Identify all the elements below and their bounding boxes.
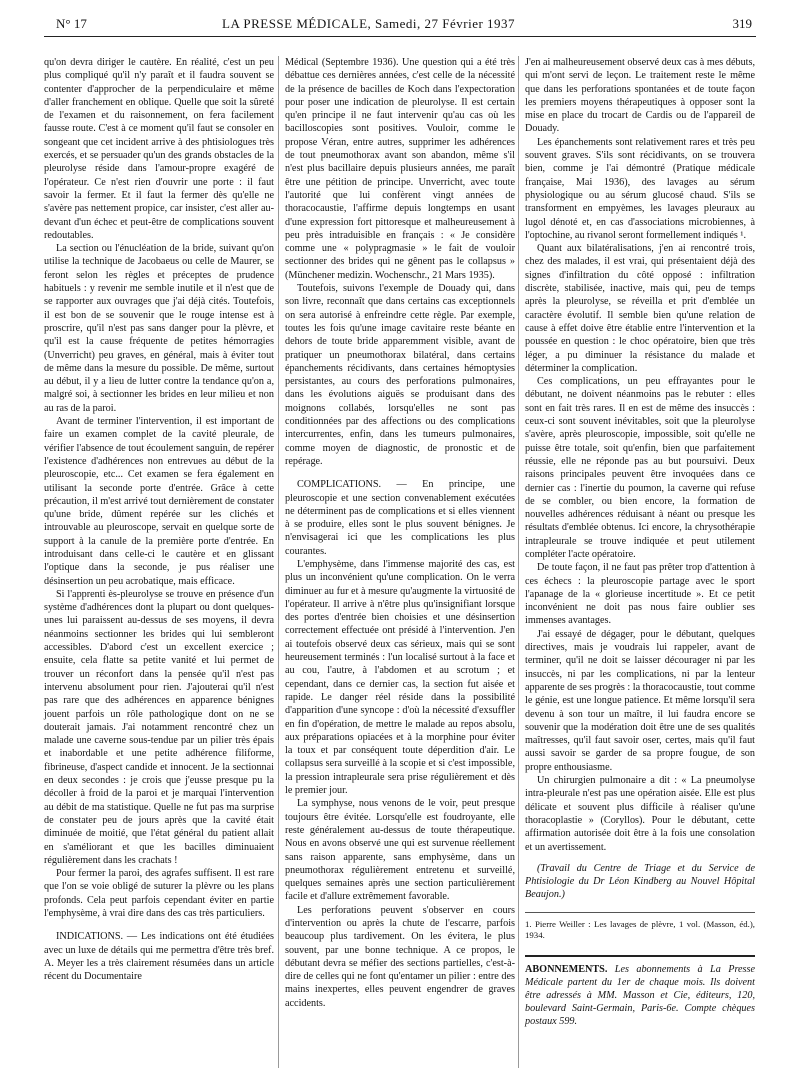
paragraph: La section ou l'énucléation de la bride, suivant qu'on utilise la technique de Jacobaeus ou celle de Maurer, se feront selon les règles et préceptes de prudence habituels : y revenir me semble inutile et il n'est que de se rapporter aux ouvrages que j'ai déjà cités. Toutefois, il est bon de se souvenir que le rouge intense est à proscrire, qu'il n'est pas sans danger pour la plèvre, et qu'il est la cause fréquente de petites hémorragies (Unverricht) peu graves, en général, mais à éviter tout de même dans la mesure du possible. De même, surtout au début, il y a lieu de lutter contre la tendance qu'on a, malgré soi, à sectionner les brides en leur milieu et non au ras de la paroi. (44, 243, 274, 414)
issue-number: N° 17 (56, 16, 87, 31)
paragraph: COMPLICATIONS. — En principe, une pleuroscopie et une section convenablement exécutées ne déterminent pas de complications et si elles viennent à se produire, elles sont le plus souvent bénignes. Je n'envisagerai ici que les complications les plus courantes. (285, 479, 515, 557)
page-header (44, 12, 756, 37)
paragraph: J'ai essayé de dégager, pour le débutant, quelques directives, mais je voudrais lui rappeler, avant de terminer, qu'il ne doit se laisser décourager ni par les insuccès, ni par les complications, ni par la lenteur apparente de ses progrès : la thoracocaustie, tout comme le génie, est une longue patience. Et même lorsqu'il sera devenu à son tour un maître, il lui faudra encore se souvenir que la modération doit être une de ses qualités maîtresses, qu'il faut savoir oser, certes, mais qu'il faut aussi savoir se garder de sa propre fougue, de son propre enthousiasme. (525, 628, 755, 773)
subscription-notice (525, 955, 755, 1028)
paragraph: Médical (Septembre 1936). Une question qui a été très débattue ces dernières années, c'est celle de la nécessité de la présence de bacilles de Koch dans l'expectoration pour poser une indication de pleurolyse. Il est certain qu'en principe il ne faut intervenir qu'au cas où les bacilloscopies sont positives. Vouloir, comme le propose Véran, entre autres, supprimer les adhérences de tout pneumothorax avant son abandon, même s'il n'est plus bacillaire depuis plusieurs années, me paraît être une pétition de principe. Unverricht, avec toute l'autorité que lui confèrent vingt années de thoracocaustie, l'affirme depuis longtemps en usant d'une expression fort pittoresque et malheureusement à peu près intraduisible en français : « Je considère comme une « polypragmasie » le fait de vouloir sectionner des brides qui ne gênent pas le collapsus » (Münchener medizin. Wochenschr., 21 Mars 1935). (285, 57, 515, 281)
paragraph: Si l'apprenti ès-pleurolyse se trouve en présence d'un système d'adhérences dont la plupart ou dont quelques-unes lui paraissent au-dessus de ses moyens, il devra néanmoins sectionner les brides qui lui sembleront accessibles. D'abord c'est un excellent exercice ; ensuite, cela flatte sa petite vanité et lui permet de trouver un réconfort dans la pensée qu'il n'est pas intervenu absolument pour rien. J'ajouterai qu'il n'est pas rare que des adhérences en apparence bénignes jouent parfois un rôle pathologique dont on ne se douterait jamais. J'ai notamment rencontré chez un malade une caverne sous-tendue par un pilier très épais et inabordable et une petite adhérence filiforme, fibrineuse, d'aspect candide et innocent. Je la sectionnai en deux secondes : je crois que j'eusse presque pu la décoller à froid de la paroi et je marquai l'intervention au débit de ma statistique. Quelle ne fut pas ma surprise de constater peu de jours après que la cavité était diminuée de moitié, que l'état général du patient allait en s'améliorant et que les bacilles diminuaient régulièrement dans les crachats ! (44, 588, 274, 866)
column-divider (518, 56, 519, 1068)
paragraph: Ces complications, un peu effrayantes pour le débutant, ne doivent néanmoins pas le rebuter : elles sont en fait très rares. Il en est de même des insuccès : ceux-ci sont souvent inévitables, soit que la pleurolyse s'avère, après pleuroscopie, impossible, soit qu'elle ne puisse être totale, soit qu'enfin, bien que parfaitement réussie, elle ne réponde pas au but poursuivi. Deux raisons principales peuvent être invoquées dans ce dernier cas : l'inertie du poumon, la caverne qui refuse de se combler, ou bien encore, la formation de nouvelles adhérences réduisant à néant ou presque les résultats d'emblée obtenus. Ici encore, la chrysothérapie intrapleurale se trouve indiquée et peut utilement compléter l'acte opératoire. (525, 376, 755, 560)
paragraph: Toutefois, suivons l'exemple de Douady qui, dans son livre, reconnaît que dans certains cas exceptionnels on sera autorisé à enfreindre cette règle. Par exemple, toutes les fois qu'une image cavitaire reste béante en dehors de toute bride apparemment visible, avant de pratiquer un pneumothorax bilatéral, dans certains épanchements récidivants, dans certaines hémoptysies persistantes, au cours des perforations pulmonaires, dans les évolutions aiguës se produisant dans des moignons collabés, lorsqu'elles ne sont pas conditionnées par des affections ou des complications intercurrentes, enfin, dans les tumeurs pulmonaires, comme moyen de diagnostic, de pronostic et de repérage. (285, 283, 515, 467)
column-3 (525, 56, 755, 1028)
paragraph: J'en ai malheureusement observé deux cas à mes débuts, qui m'ont servi de leçon. Le traitement reste le même que dans les perforations spontanées et de toute façon les premiers moyens thérapeutiques à opposer sont la mise en place du trocart de Cardis ou de l'appareil de Douady. (525, 57, 755, 135)
paragraph: INDICATIONS. — Les indications ont été étudiées avec un luxe de détails qui me permettra d'être très bref. A. Meyer les a très clairement résumées dans un article récent du Documentaire (44, 931, 274, 983)
paragraph: De toute façon, il ne faut pas prêter trop d'attention à ces échecs : la pleuroscopie partage avec le sport l'apanage de la « glorieuse incertitude ». Et ce petit inconvénient ne doit pas nous faire oublier ses immenses avantages. (525, 562, 755, 627)
paragraph: Les perforations peuvent s'observer en cours d'intervention ou après la chute de l'escarre, parfois beaucoup plus tardivement. On les évitera, le plus souvent, par une bonne technique. A ce propos, le débutant devra se méfier des sections partielles, c'est-à-dire de celles qui ne font qu'entamer un pilier : entre des mains inexpertes, elles peuvent engendrer de graves accidents. (285, 904, 515, 1009)
affiliation-note: (Travail du Centre de Triage et du Service de Phtisiologie du Dr Léon Kindberg au Nouvel Hôpital Beaujon.) (525, 862, 755, 901)
paragraph: Avant de terminer l'intervention, il est important de faire un examen complet de la cavité pleurale, de vérifier l'absence de tout écoulement sanguin, de repérer l'existence d'adhérences non entrevues au début de la pleuroscopie, etc... Cet examen se fera également en utilisant la seconde porte d'entrée. Grâce à cette précaution, il m'est arrivé tout dernièrement de constater qu'une bride, dûment repérée sur les clichés et introuvable au pleuroscope, servait en quelque sorte de support à la canule de la première porte d'entrée. En introduisant dans celle-ci le cautère et en glissant l'optique dans la seconde, je pus réaliser une désinsertion un peu acrobatique, mais efficace. (44, 416, 274, 587)
column-divider (278, 56, 279, 1068)
footnote: 1. Pierre Weiller : Les lavages de plèvre, 1 vol. (Masson, éd.), 1934. (525, 912, 755, 941)
paragraph: Un chirurgien pulmonaire a dit : « La pneumolyse intra-pleurale n'est pas une opération aisée. Elle est plus délicate et souvent plus difficile à réaliser qu'une thoracoplastie » (Coryllos). Pour le débutant, cette affirmation autorisée doit être à la fois une consolation et un avertissement. (525, 775, 755, 853)
paragraph: Quant aux bilatéralisations, j'en ai rencontré trois, chez des malades, il est vrai, qui présentaient déjà des signes d'infiltration du côté opposé : infiltration discrète, stabilisée, inactive, mais qui, peu de temps après la pleurolyse, se réveilla et prit d'emblée un caractère évolutif. Il semble bien qu'une relation de cause à effet doive être établie entre l'intervention et la poussée en question : le choc opératoire, bien que très léger, a pu diminuer la résistance du malade et déterminer la complication. (525, 243, 755, 374)
subscription-text: Les abonnements à La Presse Médicale partent du 1er de chaque mois. Ils doivent être adressés à MM. Masson et Cie, éditeurs, 120, boulevard Saint-Germain, Paris-6e. Compte chèques postaux 599. (525, 963, 756, 1027)
column-2 (285, 56, 515, 1010)
paragraph: Les épanchements sont relativement rares et très peu souvent graves. S'ils sont récidivants, on se trouvera bien, comme je l'ai démontré (Pratique médicale française, Mai 1936), des lavages au sérum physiologique ou au sérum glucosé chaud. S'ils se transforment en empyèmes, les lavages pleuraux au lugol dénoté et, en cas d'associations microbiennes, à l'optochine, au rivanol seront formellement indiqués ¹. (525, 136, 755, 241)
paragraph: Pour fermer la paroi, des agrafes suffisent. Il est rare que l'on se voie obligé de suturer la plèvre ou les plans profonds. Cela peut parfois cependant éviter en partie l'emphysème, à vrai dire dans des cas très particuliers. (44, 868, 274, 919)
paragraph: qu'on devra diriger le cautère. En réalité, c'est un peu plus compliqué qu'il n'y paraît et il faudra souvent se contenter d'approcher de la perpendiculaire et même d'aller franchement en oblique. Quelle que soit la sûreté de l'examen et du raisonnement, on fera facilement fausse route. C'est à ce moment qu'il faut se consoler en songeant que cet incident arrive à des phtisiologues très exercés, et se persuader qu'un des grands obstacles de la pleurolyse réside dans l'amour-propre exagéré de l'opérateur. Ce n'est rien d'ouvrir une porte : il faut savoir la fermer. Et il faut la fermer dès qu'elle ne s'avère pas nettement propice, car insister, c'est aller au-devant d'un échec et peut-être de complications souvent redoutables. (44, 57, 274, 241)
paragraph: L'emphysème, dans l'immense majorité des cas, est plus un inconvénient qu'une complication. On le verra diminuer au fur et à mesure qu'augmente la virtuosité de l'opérateur. Il arrive à n'être plus qu'insignifiant lorsque des portes d'entrée bien choisies et une désinsertion correctement effectuée ont présidé à l'intervention. J'en ai toutefois observé deux cas sérieux, mais qui se sont heureusement terminés : l'un localisé surtout à la face et au cou, l'autre, à l'abdomen et au scrotum ; et cependant, dans ce dernier cas, la section fut aisée et rapide. Le danger réel réside dans la possibilité d'apparition d'une syncope : d'où la nécessité d'exsuffler en fin d'opération, de mettre le malade au repos absolu, aux préparations opiacées et à la morphine pour éviter la toux et par conséquent toute déperdition d'air. Le collapsus sera surveillé à la scopie et si c'est impossible, la pression intrapleurale sera prise régulièrement et dès le premier jour. (285, 558, 515, 797)
journal-title: LA PRESSE MÉDICALE, Samedi, 27 Février 1937 (222, 16, 516, 31)
paragraph: La symphyse, nous venons de le voir, peut presque toujours être évitée. Lorsqu'elle est foudroyante, elle reste généralement au-dessus de toute thérapeutique. Nous en avons observé une qui est survenue réellement sans raison apparente, sans emphysème, dans un pneumothorax régulièrement entretenu et surveillé, quelques semaines après une section particulièrement facile et d'allure extrêmement favorable. (285, 798, 515, 903)
column-1 (44, 56, 274, 983)
page-number: 319 (732, 16, 752, 31)
subscription-label: ABONNEMENTS. (525, 963, 608, 975)
